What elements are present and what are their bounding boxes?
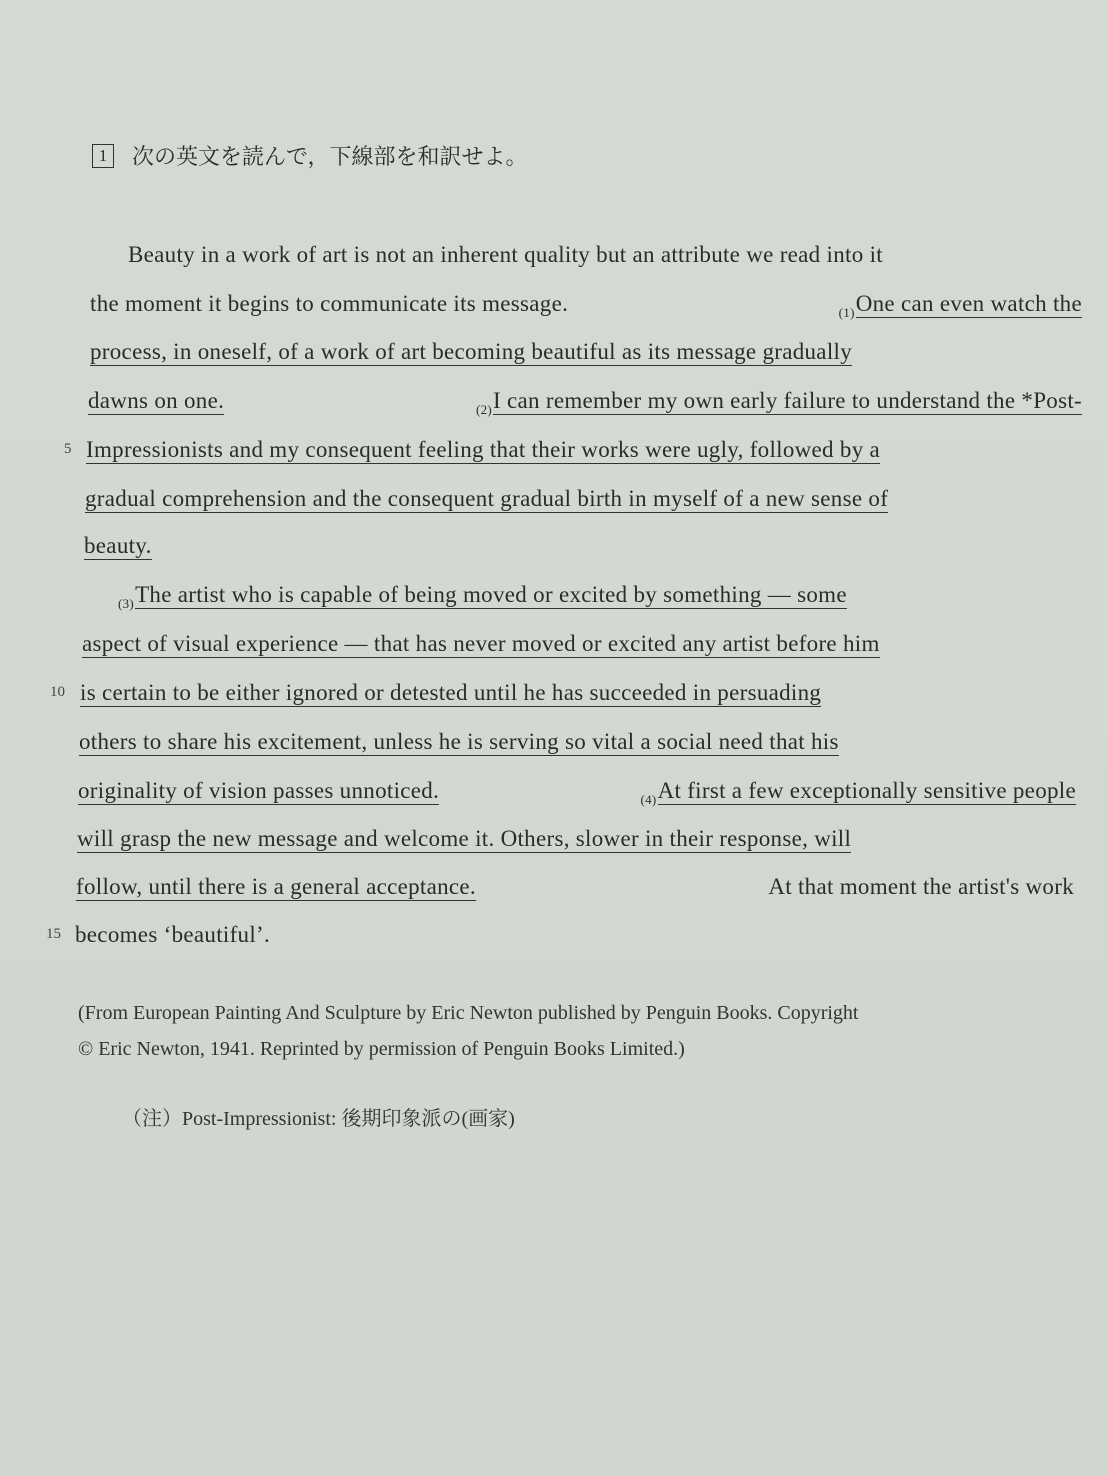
passage-segment bbox=[88, 386, 224, 425]
footnote: （注）Post-Impressionist: 後期印象派の(画家) bbox=[122, 1108, 515, 1130]
line-number: 10 bbox=[50, 684, 65, 700]
passage-segment bbox=[118, 580, 847, 619]
plain-text: becomes ‘beautiful’. bbox=[75, 922, 271, 947]
underlined-text: I can remember my own early failure to understand the *Post- bbox=[493, 388, 1082, 413]
passage-segment bbox=[84, 531, 152, 561]
question-number: 1 bbox=[92, 144, 114, 168]
source-line-1: (From European Painting And Sculpture by Eric Newton published by Penguin Books. Copyright bbox=[78, 1002, 859, 1024]
passage-line bbox=[75, 920, 310, 950]
passage-line bbox=[80, 678, 1078, 708]
passage-line bbox=[90, 289, 1082, 328]
plain-text: At that moment the artist's work bbox=[768, 874, 1074, 899]
source-citation bbox=[78, 995, 1078, 1067]
line-number: 15 bbox=[46, 926, 61, 942]
underline-marker: (2) bbox=[475, 402, 493, 417]
passage-segment bbox=[75, 920, 270, 950]
passage-segment bbox=[90, 289, 568, 328]
passage-line bbox=[76, 872, 1074, 902]
underlined-text: dawns on one. bbox=[88, 388, 225, 413]
underlined-text: beauty. bbox=[84, 533, 152, 558]
passage-line bbox=[85, 484, 1081, 514]
passage-segment bbox=[76, 872, 476, 902]
underlined-text: process, in oneself, of a work of art becoming beautiful as its message gradually bbox=[90, 339, 852, 364]
passage-segment bbox=[82, 629, 880, 659]
passage-line bbox=[128, 240, 1082, 270]
passage-segment bbox=[77, 824, 851, 854]
passage-segment bbox=[476, 386, 1082, 425]
question-instruction: 次の英文を読んで，下線部を和訳せよ。 bbox=[132, 145, 528, 170]
source-line-2: © Eric Newton, 1941. Reprinted by permission of Penguin Books Limited.) bbox=[78, 1038, 685, 1060]
passage-segment bbox=[641, 776, 1077, 815]
passage-segment bbox=[90, 337, 852, 367]
passage-line bbox=[77, 824, 1075, 854]
passage-line bbox=[88, 386, 1082, 425]
plain-text: Beauty in a work of art is not an inherent quality but an attribute we read into it bbox=[128, 242, 883, 267]
underlined-text: others to share his excitement, unless he is serving so vital a social need that his bbox=[79, 729, 839, 754]
passage-line bbox=[79, 727, 1077, 757]
passage-line bbox=[84, 531, 170, 561]
line-number: 5 bbox=[64, 441, 72, 457]
underline-marker: (4) bbox=[640, 792, 657, 807]
passage-line bbox=[82, 629, 1079, 659]
underlined-text: originality of vision passes unnoticed. bbox=[78, 778, 440, 803]
passage-segment bbox=[768, 872, 1074, 902]
passage-line bbox=[90, 337, 1082, 367]
plain-text: the moment it begins to communicate its message. bbox=[90, 291, 569, 316]
underlined-text: aspect of visual experience — that has never moved or excited any artist before him bbox=[82, 631, 880, 656]
passage-line bbox=[118, 580, 1080, 619]
passage-segment bbox=[79, 727, 839, 757]
question-header bbox=[92, 140, 528, 171]
passage-segment bbox=[86, 435, 880, 465]
passage-segment bbox=[78, 776, 439, 815]
underlined-text: The artist who is capable of being moved or excited by something — some bbox=[135, 582, 847, 607]
passage-segment bbox=[839, 289, 1082, 328]
passage-line bbox=[86, 435, 1080, 465]
underlined-text: Impressionists and my consequent feeling that their works were ugly, followed by a bbox=[86, 437, 881, 462]
underline-marker: (1) bbox=[838, 305, 855, 320]
underlined-text: gradual comprehension and the consequent gradual birth in myself of a new sense of bbox=[85, 486, 889, 511]
underline-marker: (3) bbox=[118, 596, 135, 611]
passage-segment bbox=[128, 240, 883, 270]
underlined-text: One can even watch the bbox=[855, 291, 1082, 316]
underlined-text: follow, until there is a general acceptance. bbox=[76, 874, 476, 899]
passage-segment bbox=[80, 678, 821, 708]
passage-line bbox=[78, 776, 1076, 815]
passage-segment bbox=[85, 484, 888, 514]
underlined-text: At first a few exceptionally sensitive people bbox=[657, 778, 1076, 803]
underlined-text: will grasp the new message and welcome it. Others, slower in their response, will bbox=[77, 826, 852, 851]
underlined-text: is certain to be either ignored or detested until he has succeeded in persuading bbox=[80, 680, 822, 705]
